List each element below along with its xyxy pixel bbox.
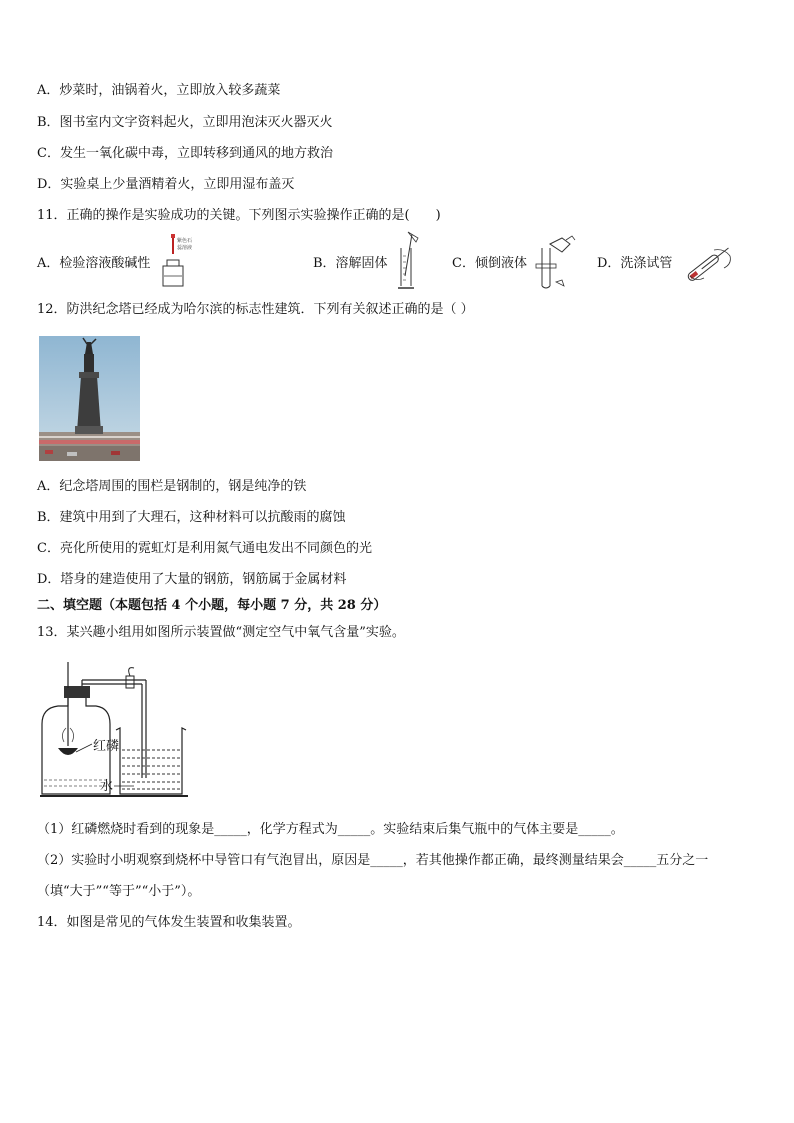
q11-a-label-1: 紫色石: [177, 238, 193, 244]
q12-option-b: B．建筑中用到了大理石，这种材料可以抗酸雨的腐蚀: [37, 510, 346, 525]
q11-option-c: C．倾倒液体: [452, 256, 527, 271]
q13-sub2-continuation: （填“大于”“等于”“小于”）。: [37, 884, 201, 899]
q10-option-c: C．发生一氧化碳中毒，立即转移到通风的地方救治: [37, 146, 333, 161]
q12-option-c: C．亮化所使用的霓虹灯是利用氮气通电发出不同颜色的光: [37, 541, 372, 556]
oxygen-content-apparatus-diagram: [38, 662, 190, 802]
q12-stem: 12．防洪纪念塔已经成为哈尔滨的标志性建筑．下列有关叙述正确的是（ ）: [37, 302, 474, 317]
label-water: 水: [100, 779, 114, 794]
q11-stem: 11．正确的操作是实验成功的关键。下列图示实验操作正确的是( ): [37, 208, 441, 223]
q11-option-d: D．洗涤试管: [597, 256, 673, 271]
q13-sub1: （1）红磷燃烧时看到的现象是_____，化学方程式为_____。实验结束后集气瓶中的气体主要是_____。: [37, 822, 624, 837]
q11-d-test-tube-brush-illustration: [680, 236, 738, 292]
q12-option-a: A．纪念塔周围的围栏是钢制的，钢是纯净的铁: [37, 479, 307, 494]
flood-control-monument-photo: [39, 336, 140, 461]
q11-c-pouring-illustration: [532, 234, 576, 290]
q13-stem: 13．某兴趣小组用如图所示装置做“测定空气中氧气含量”实验。: [37, 625, 405, 640]
q11-a-label-2: 蕊溶液: [177, 245, 193, 251]
q11-b-graduated-cylinder-illustration: [396, 232, 418, 292]
q10-option-a: A．炒菜时，油锅着火，立即放入较多蔬菜: [37, 83, 281, 98]
q10-option-b: B．图书室内文字资料起火，立即用泡沫灭火器灭火: [37, 115, 333, 130]
label-red-phosphorus: 红磷: [93, 739, 120, 754]
q11-option-b: B．溶解固体: [313, 256, 388, 271]
q11-a-dropper-bottle-illustration: [160, 234, 204, 290]
q11-option-a: A．检验溶液酸碱性: [37, 256, 151, 271]
q14-stem: 14．如图是常见的气体发生装置和收集装置。: [37, 915, 301, 930]
q12-option-d: D．塔身的建造使用了大量的钢筋，钢筋属于金属材料: [37, 572, 347, 587]
section-2-title: 二、填空题（本题包括 4 个小题，每小题 7 分，共 28 分）: [37, 598, 387, 613]
q13-sub2: （2）实验时小明观察到烧杯中导管口有气泡冒出，原因是_____，若其他操作都正确，最终测量结果会_____五分之一: [37, 853, 709, 868]
q10-option-d: D．实验桌上少量酒精着火，立即用湿布盖灭: [37, 177, 295, 192]
